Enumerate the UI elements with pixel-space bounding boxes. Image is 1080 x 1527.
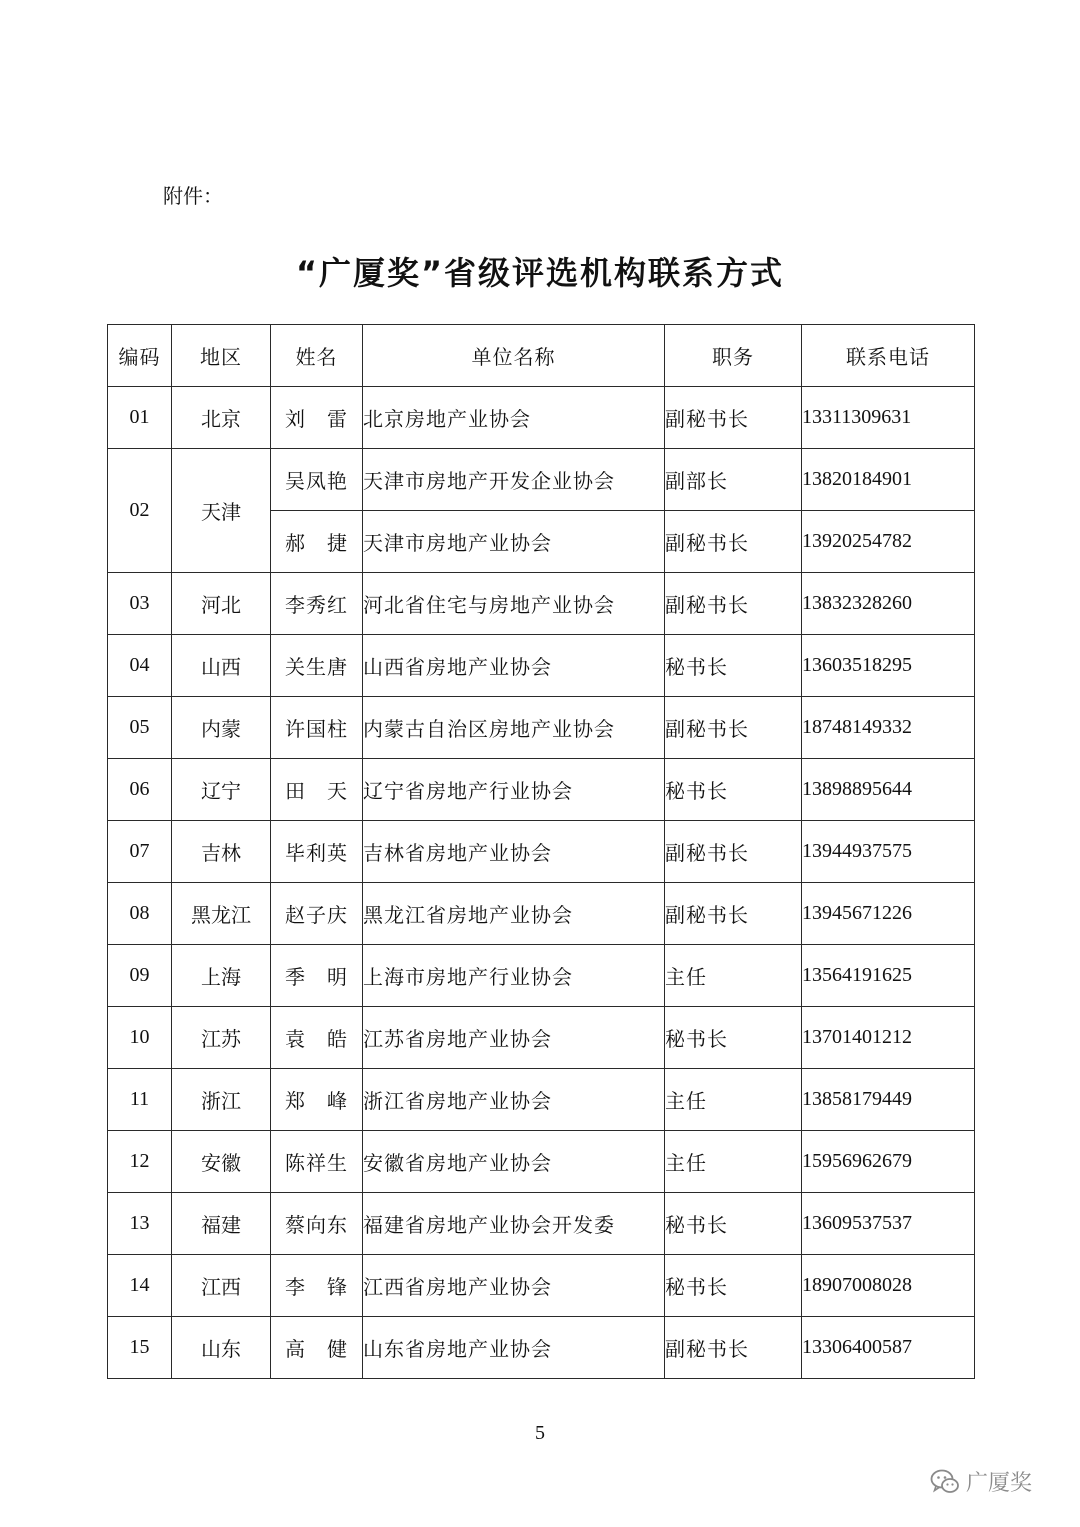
cell-position: 副秘书长 — [665, 1317, 802, 1379]
table-row — [108, 821, 975, 883]
page-number: 5 — [535, 1422, 545, 1444]
table-row — [108, 1131, 975, 1193]
cell-code: 11 — [108, 1069, 172, 1131]
cell-name: 郝 捷 — [271, 511, 363, 573]
cell-phone: 13898895644 — [802, 759, 975, 821]
cell-org: 江苏省房地产业协会 — [363, 1007, 665, 1069]
table-row — [108, 387, 975, 449]
cell-position: 主任 — [665, 945, 802, 1007]
cell-phone: 15956962679 — [802, 1131, 975, 1193]
watermark-text: 广厦奖 — [966, 1471, 1033, 1496]
cell-code: 01 — [108, 387, 172, 449]
cell-position: 主任 — [665, 1069, 802, 1131]
cell-position: 主任 — [665, 1131, 802, 1193]
cell-code: 03 — [108, 573, 172, 635]
cell-code: 07 — [108, 821, 172, 883]
cell-phone: 13944937575 — [802, 821, 975, 883]
cell-name: 袁 皓 — [271, 1007, 363, 1069]
cell-code: 09 — [108, 945, 172, 1007]
cell-phone: 13945671226 — [802, 883, 975, 945]
attachment-label: 附件： — [163, 184, 223, 208]
cell-org: 福建省房地产业协会开发委 — [363, 1193, 665, 1255]
table-row — [108, 697, 975, 759]
table-row — [108, 1193, 975, 1255]
header-position: 职务 — [665, 325, 802, 387]
cell-region: 吉林 — [172, 821, 271, 883]
cell-org: 吉林省房地产业协会 — [363, 821, 665, 883]
header-code: 编码 — [108, 325, 172, 387]
cell-region: 山西 — [172, 635, 271, 697]
cell-org: 天津市房地产开发企业协会 — [363, 449, 665, 511]
cell-code: 04 — [108, 635, 172, 697]
cell-code: 13 — [108, 1193, 172, 1255]
cell-name: 许国柱 — [271, 697, 363, 759]
header-org: 单位名称 — [363, 325, 665, 387]
cell-org: 北京房地产业协会 — [363, 387, 665, 449]
table-row — [108, 635, 975, 697]
cell-position: 副秘书长 — [665, 697, 802, 759]
cell-region: 天津 — [172, 449, 271, 573]
cell-position: 秘书长 — [665, 1007, 802, 1069]
cell-code: 06 — [108, 759, 172, 821]
cell-position: 秘书长 — [665, 1193, 802, 1255]
cell-code: 14 — [108, 1255, 172, 1317]
cell-region: 河北 — [172, 573, 271, 635]
cell-name: 高 健 — [271, 1317, 363, 1379]
cell-name: 李 锋 — [271, 1255, 363, 1317]
cell-phone: 13820184901 — [802, 449, 975, 511]
cell-org: 内蒙古自治区房地产业协会 — [363, 697, 665, 759]
cell-org: 河北省住宅与房地产业协会 — [363, 573, 665, 635]
cell-position: 秘书长 — [665, 635, 802, 697]
table-row — [108, 1069, 975, 1131]
cell-code: 08 — [108, 883, 172, 945]
cell-region: 江西 — [172, 1255, 271, 1317]
table-row — [108, 449, 975, 511]
cell-org: 安徽省房地产业协会 — [363, 1131, 665, 1193]
contacts-table — [107, 324, 975, 1379]
cell-position: 副秘书长 — [665, 573, 802, 635]
cell-code: 15 — [108, 1317, 172, 1379]
cell-org: 天津市房地产业协会 — [363, 511, 665, 573]
cell-name: 季 明 — [271, 945, 363, 1007]
page-title: “广厦奖”省级评选机构联系方式 — [295, 254, 785, 292]
cell-name: 蔡向东 — [271, 1193, 363, 1255]
cell-region: 内蒙 — [172, 697, 271, 759]
table-header-row — [108, 325, 975, 387]
cell-position: 秘书长 — [665, 1255, 802, 1317]
header-phone: 联系电话 — [802, 325, 975, 387]
cell-region: 北京 — [172, 387, 271, 449]
cell-phone: 13920254782 — [802, 511, 975, 573]
cell-region: 福建 — [172, 1193, 271, 1255]
cell-org: 山西省房地产业协会 — [363, 635, 665, 697]
cell-position: 副秘书长 — [665, 387, 802, 449]
cell-name: 田 天 — [271, 759, 363, 821]
cell-org: 江西省房地产业协会 — [363, 1255, 665, 1317]
wechat-icon — [930, 1469, 960, 1495]
cell-phone: 18748149332 — [802, 697, 975, 759]
table-row — [108, 759, 975, 821]
cell-position: 副秘书长 — [665, 511, 802, 573]
cell-phone: 18907008028 — [802, 1255, 975, 1317]
cell-phone: 13858179449 — [802, 1069, 975, 1131]
cell-code: 12 — [108, 1131, 172, 1193]
cell-name: 毕利英 — [271, 821, 363, 883]
cell-region: 江苏 — [172, 1007, 271, 1069]
cell-position: 副秘书长 — [665, 821, 802, 883]
cell-phone: 13564191625 — [802, 945, 975, 1007]
cell-region: 黑龙江 — [172, 883, 271, 945]
header-region: 地区 — [172, 325, 271, 387]
cell-region: 山东 — [172, 1317, 271, 1379]
cell-name: 李秀红 — [271, 573, 363, 635]
cell-org: 山东省房地产业协会 — [363, 1317, 665, 1379]
table-row — [108, 1255, 975, 1317]
cell-code: 05 — [108, 697, 172, 759]
cell-region: 辽宁 — [172, 759, 271, 821]
table-row — [108, 945, 975, 1007]
cell-position: 秘书长 — [665, 759, 802, 821]
table-row — [108, 883, 975, 945]
cell-position: 副秘书长 — [665, 883, 802, 945]
cell-phone: 13609537537 — [802, 1193, 975, 1255]
cell-name: 郑 峰 — [271, 1069, 363, 1131]
cell-phone: 13311309631 — [802, 387, 975, 449]
cell-phone: 13832328260 — [802, 573, 975, 635]
cell-name: 赵子庆 — [271, 883, 363, 945]
cell-region: 浙江 — [172, 1069, 271, 1131]
table-row — [108, 1007, 975, 1069]
cell-phone: 13701401212 — [802, 1007, 975, 1069]
cell-phone: 13306400587 — [802, 1317, 975, 1379]
cell-org: 黑龙江省房地产业协会 — [363, 883, 665, 945]
header-name: 姓名 — [271, 325, 363, 387]
table-row — [108, 1317, 975, 1379]
cell-org: 浙江省房地产业协会 — [363, 1069, 665, 1131]
cell-phone: 13603518295 — [802, 635, 975, 697]
cell-region: 上海 — [172, 945, 271, 1007]
cell-name: 陈祥生 — [271, 1131, 363, 1193]
cell-code: 10 — [108, 1007, 172, 1069]
cell-region: 安徽 — [172, 1131, 271, 1193]
cell-name: 吴凤艳 — [271, 449, 363, 511]
cell-name: 刘 雷 — [271, 387, 363, 449]
watermark — [930, 1466, 1032, 1497]
cell-position: 副部长 — [665, 449, 802, 511]
cell-name: 关生唐 — [271, 635, 363, 697]
cell-code: 02 — [108, 449, 172, 573]
cell-org: 上海市房地产行业协会 — [363, 945, 665, 1007]
table-row — [108, 573, 975, 635]
cell-org: 辽宁省房地产行业协会 — [363, 759, 665, 821]
